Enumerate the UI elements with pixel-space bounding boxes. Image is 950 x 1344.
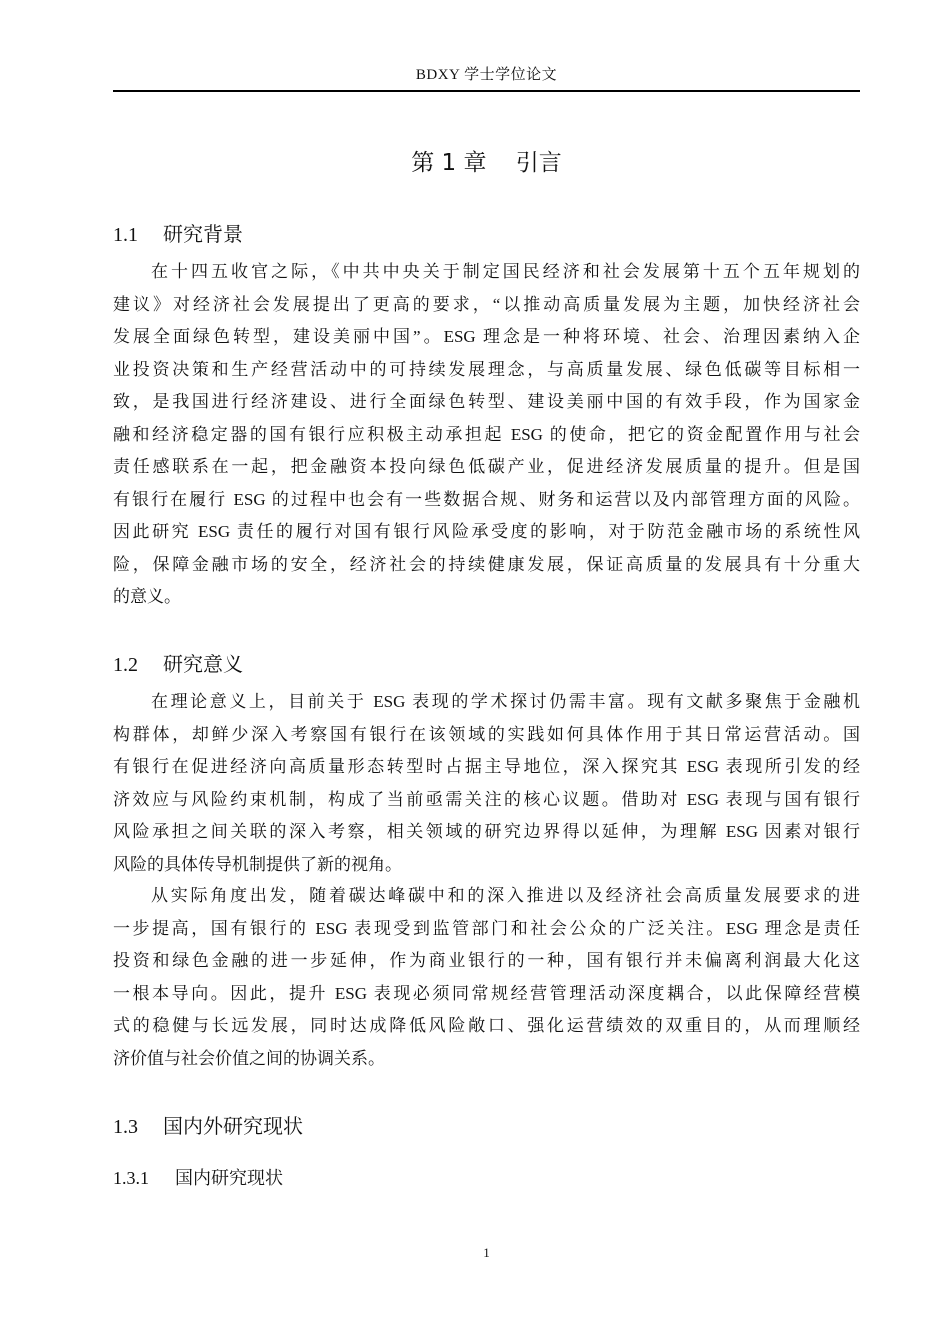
- paragraph-line: 投资和绿色金融的进一步延伸，作为商业银行的一种，国有银行并未偏离利润最大化这: [113, 951, 860, 970]
- paragraph-line: 济效应与风险约束机制，构成了当前亟需关注的核心议题。借助对 ESG 表现与国有银行: [113, 789, 860, 809]
- paragraph-line: 有银行在履行 ESG 的过程中也会有一些数据合规、财务和运营以及内部管理方面的风险。: [113, 489, 860, 509]
- paragraph-line: 一根本导向。因此，提升 ESG 表现必须同常规经营管理活动深度耦合，以此保障经营模: [113, 983, 860, 1003]
- paragraph-line: 建议》对经济社会发展提出了更高的要求，“以推动高质量发展为主题，加快经济社会: [113, 294, 860, 314]
- paragraph-line: 风险的具体传导机制提供了新的视角。: [113, 854, 402, 874]
- chapter-title: 第 1 章 引言: [411, 150, 562, 176]
- paragraph-line: 济价值与社会价值之间的协调关系。: [113, 1048, 385, 1068]
- page-header: BDXY 学士学位论文: [415, 67, 558, 83]
- paragraph-line: 从实际角度出发，随着碳达峰碳中和的深入推进以及经济社会高质量发展要求的进: [151, 886, 860, 905]
- paragraph-research-background: [113, 256, 860, 614]
- header-rule: [113, 90, 860, 92]
- paragraph-line: 险，保障金融市场的安全，经济社会的持续健康发展，保证高质量的发展具有十分重大: [113, 554, 860, 574]
- section-title: 研究背景: [163, 222, 243, 246]
- paragraph-line: 业投资决策和生产经营活动中的可持续发展理念，与高质量发展、绿色低碳等目标相一: [113, 359, 860, 379]
- section-title: 研究意义: [163, 652, 243, 676]
- paragraph-line: 构群体，却鲜少深入考察国有银行在该领域的实践如何具体作用于其日常运营活动。国: [113, 724, 860, 744]
- paragraph-line: 式的稳健与长远发展，同时达成降低风险敞口、强化运营绩效的双重目的，从而理顺经: [113, 1016, 860, 1035]
- section-heading-1-3: [113, 1111, 303, 1142]
- page-number: 1: [483, 1245, 490, 1260]
- section-number: 1.2: [113, 654, 138, 676]
- section-number: 1.3: [113, 1116, 138, 1138]
- paragraph-line: 融和经济稳定器的国有银行应积极主动承担起 ESG 的使命，把它的资金配置作用与社会: [113, 424, 860, 444]
- paragraph-line: 的意义。: [113, 587, 181, 606]
- paragraph-practical-significance: [113, 880, 860, 1075]
- paragraph-line: 风险承担之间关联的深入考察，相关领域的研究边界得以延伸，为理解 ESG 因素对银行: [113, 822, 860, 841]
- section-title: 国内外研究现状: [163, 1114, 303, 1138]
- section-number: 1.1: [113, 224, 138, 246]
- subsection-number: 1.3.1: [113, 1168, 149, 1188]
- section-heading-1-2: [113, 649, 243, 680]
- paragraph-theoretical-significance: [113, 686, 860, 881]
- paragraph-line: 因此研究 ESG 责任的履行对国有银行风险承受度的影响，对于防范金融市场的系统性风: [113, 522, 860, 541]
- subsection-title: 国内研究现状: [175, 1168, 283, 1189]
- paragraph-line: 致，是我国进行经济建设、进行全面绿色转型、建设美丽中国的有效手段，作为国家金: [113, 392, 860, 411]
- paragraph-line: 发展全面绿色转型，建设美丽中国”。ESG 理念是一种将环境、社会、治理因素纳入企: [113, 327, 860, 346]
- paragraph-line: 在理论意义上，目前关于 ESG 表现的学术探讨仍需丰富。现有文献多聚焦于金融机: [151, 692, 860, 711]
- paragraph-line: 在十四五收官之际，《中共中央关于制定国民经济和社会发展第十五个五年规划的: [151, 262, 860, 281]
- section-heading-1-1: [113, 219, 243, 250]
- subsection-heading-1-3-1: [113, 1164, 283, 1193]
- paragraph-line: 一步提高，国有银行的 ESG 表现受到监管部门和社会公众的广泛关注。ESG 理念是责任: [113, 918, 860, 938]
- paragraph-line: 责任感联系在一起，把金融资本投向绿色低碳产业，促进经济发展质量的提升。但是国: [113, 457, 860, 476]
- paragraph-line: 有银行在促进经济向高质量形态转型时占据主导地位，深入探究其 ESG 表现所引发的经: [113, 757, 860, 776]
